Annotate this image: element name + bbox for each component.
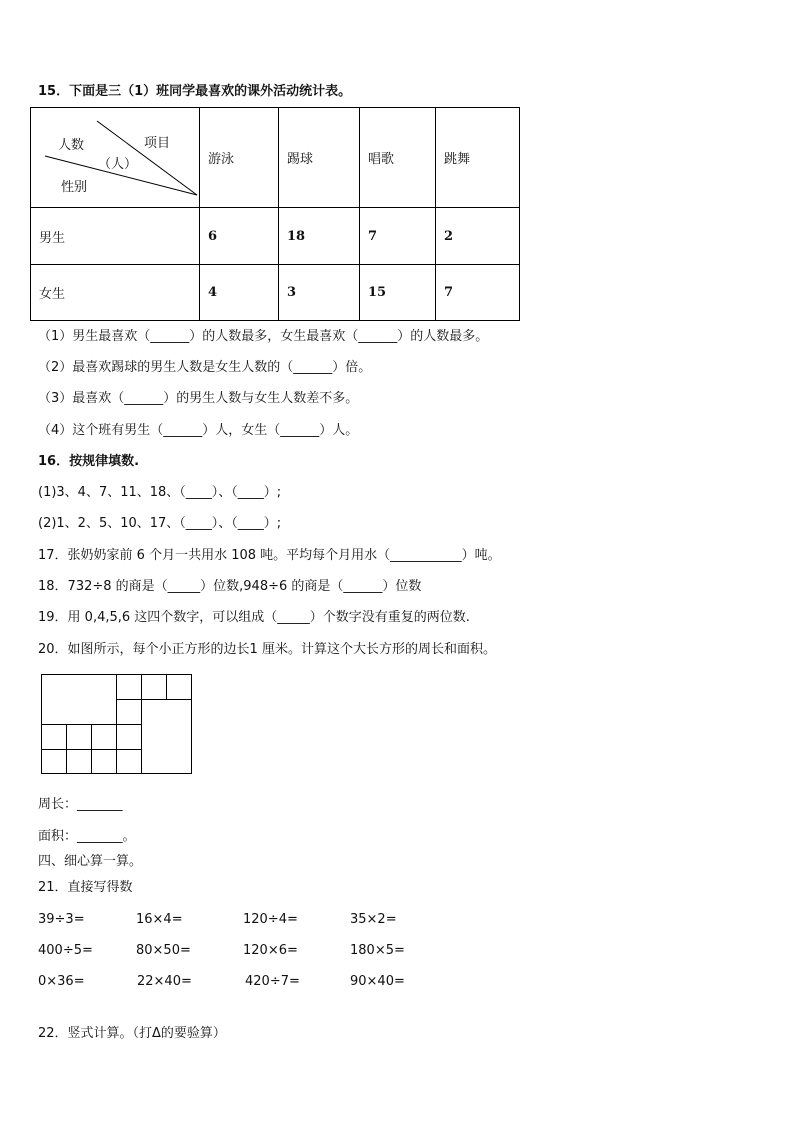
q16-series-2: (2)1、2、5、10、17、（____）、（____）; bbox=[38, 516, 282, 531]
q18-text: 18．732÷8 的商是（_____）位数,948÷6 的商是（______）位数 bbox=[38, 579, 422, 594]
calc-item: 22×40= bbox=[137, 974, 192, 989]
corner-project-label: 项目 bbox=[144, 136, 171, 151]
cell-girls-football: 3 bbox=[279, 265, 360, 321]
calc-item: 39÷3= bbox=[38, 912, 85, 927]
calc-item: 400÷5= bbox=[38, 943, 93, 958]
calc-item: 120÷4= bbox=[243, 912, 298, 927]
section-4-heading: 四、细心算一算。 bbox=[38, 854, 143, 869]
calc-item: 16×4= bbox=[136, 912, 183, 927]
calc-item: 35×2= bbox=[350, 912, 397, 927]
header-singing: 唱歌 bbox=[360, 108, 436, 208]
calc-item: 180×5= bbox=[350, 943, 405, 958]
cell-boys-dancing: 2 bbox=[436, 208, 520, 265]
cell-girls-dancing: 7 bbox=[436, 265, 520, 321]
calc-item: 0×36= bbox=[38, 974, 85, 989]
q21-title: 21．直接写得数 bbox=[38, 880, 133, 895]
cell-boys-singing: 7 bbox=[360, 208, 436, 265]
q20-perimeter: 周长：_______ bbox=[38, 797, 123, 812]
q20-title: 20．如图所示，每个小正方形的边长1 厘米。计算这个大长方形的周长和面积。 bbox=[38, 642, 496, 657]
cell-boys-swimming: 6 bbox=[200, 208, 279, 265]
corner-gender-label: 性别 bbox=[61, 180, 88, 195]
header-football: 踢球 bbox=[279, 108, 360, 208]
q16-series-1: (1)3、4、7、11、18、（____）、（____）; bbox=[38, 485, 282, 500]
corner-people-label: 人数 bbox=[58, 138, 85, 153]
q17-text: 17．张奶奶家前 6 个月一共用水 108 吨。平均每个月用水（___________）吨。 bbox=[38, 548, 501, 563]
cell-girls-singing: 15 bbox=[360, 265, 436, 321]
q19-text: 19．用 0,4,5,6 这四个数字，可以组成（_____）个数字没有重复的两位数. bbox=[38, 610, 470, 625]
q22-title: 22．竖式计算。（打Δ的要验算） bbox=[38, 1026, 226, 1041]
row-label-boys: 男生 bbox=[31, 208, 200, 265]
q15-sub3: （3）最喜欢（______）的男生人数与女生人数差不多。 bbox=[38, 391, 359, 406]
q15-sub4: （4）这个班有男生（______）人，女生（______）人。 bbox=[38, 423, 359, 438]
q15-title: 15．下面是三（1）班同学最喜欢的课外活动统计表。 bbox=[38, 84, 352, 99]
calc-item: 80×50= bbox=[136, 943, 191, 958]
table-corner-cell bbox=[31, 108, 200, 208]
activity-stats-table bbox=[30, 107, 520, 321]
cell-girls-swimming: 4 bbox=[200, 265, 279, 321]
calc-item: 420÷7= bbox=[245, 974, 300, 989]
corner-unit-label: （人） bbox=[98, 157, 138, 172]
calc-item: 90×40= bbox=[350, 974, 405, 989]
q16-title: 16．按规律填数. bbox=[38, 454, 140, 469]
q20-area: 面积：_______。 bbox=[38, 829, 136, 844]
header-swimming: 游泳 bbox=[200, 108, 279, 208]
q15-sub2: （2）最喜欢踢球的男生人数是女生人数的（______）倍。 bbox=[38, 360, 372, 375]
row-label-girls: 女生 bbox=[31, 265, 200, 321]
cell-boys-football: 18 bbox=[279, 208, 360, 265]
rectangle-grid-figure bbox=[41, 674, 193, 776]
header-dancing: 跳舞 bbox=[436, 108, 520, 208]
calc-item: 120×6= bbox=[243, 943, 298, 958]
q15-sub1: （1）男生最喜欢（______）的人数最多，女生最喜欢（______）的人数最多。 bbox=[38, 329, 489, 344]
